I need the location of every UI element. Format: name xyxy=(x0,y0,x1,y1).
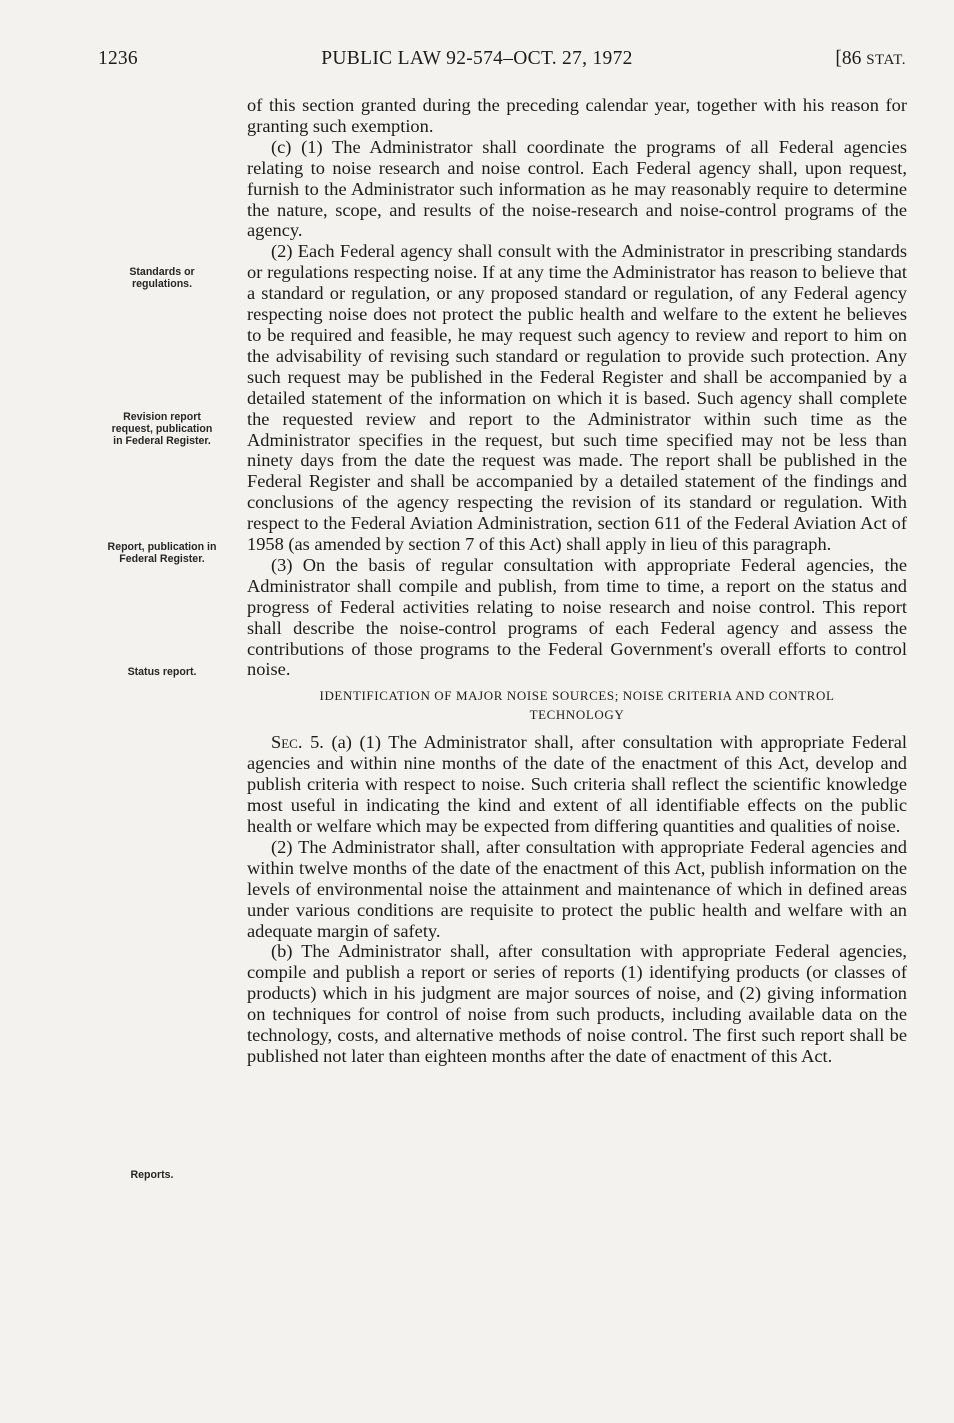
paragraph-c2: (2) Each Federal agency shall consult with the Administrator in prescribing standards or regulations respecting noise. If at any time the Administrator has reason to believe that a standard or regulation, or any proposed standard or regulation, of any Federal agency respecting noise does not protect the public health and welfare to the extent he believes to be required and feasible, he may request such agency to review and report to him on the advisability of revising such standard or regulation to provide such protection. Any such request may be published in the Federal Register and shall be accompanied by a detailed statement of the information on which it is based. Such agency shall complete the requested review and report to the Administrator within such time as the Administrator specifies in the request, but such time specified may not be less than ninety days from the date the request was made. The report shall be published in the Federal Register and shall be accompanied by a detailed statement of the findings and conclusions of the agency respecting the revision of its standard or regulation. With respect to the Federal Aviation Administration, section 611 of the Federal Aviation Act of 1958 (as amended by section 7 of this Act) shall apply in lieu of this paragraph. xyxy=(247,241,907,555)
section-heading-line-2: TECHNOLOGY xyxy=(529,707,625,723)
margin-note-status-report: Status report. xyxy=(127,666,197,678)
margin-note-report-publication: Report, publication in Federal Register. xyxy=(107,541,217,565)
paragraph-sec5-a1 xyxy=(247,732,907,837)
paragraph-c1: (c) (1) The Administrator shall coordinate the programs of all Federal agencies relating to noise research and noise control. Each Federal agency shall, upon request, furnish to the Administrator such information as he may reasonably require to determine the nature, scope, and results of the noise-research and noise-control programs of the agency. xyxy=(247,136,907,241)
page-header xyxy=(0,48,954,78)
paragraph-c3: (3) On the basis of regular consultation with appropriate Federal agencies, the Administrator shall compile and publish, from time to time, a report on the status and progress of Federal activities relating to noise research and noise control. This report shall describe the noise-control programs of each Federal agency and assess the contributions of those programs to the Federal Government's overall efforts to control noise. xyxy=(247,554,907,680)
paragraph-exemption-continuation: of this section granted during the preceding calendar year, together with his reason for granting such exemption. xyxy=(247,95,907,136)
page-number: 1236 xyxy=(98,48,138,69)
section-label: Sec. 5. xyxy=(271,732,324,753)
margin-note-reports: Reports. xyxy=(130,1169,174,1181)
stat-label: STAT. xyxy=(866,52,906,68)
stat-volume: [86 xyxy=(835,48,862,69)
paragraph-sec5-b: (b) The Administrator shall, after consultation with appropriate Federal agencies, compile and publish a report or series of reports (1) identifying products (or classes of products) which in his judgment are major sources of noise, and (2) giving information on techniques for control of noise from such products, including available data on the technology, costs, and alternative methods of noise control. The first such report shall be published not later than eighteen months after the date of enactment of this Act. xyxy=(247,941,907,1066)
law-title: PUBLIC LAW 92-574–OCT. 27, 1972 xyxy=(321,48,633,69)
paragraph-sec5-a2: (2) The Administrator shall, after consultation with appropriate Federal agencies and within twelve months of the date of the enactment of this Act, publish information on the levels of environmental noise the attainment and maintenance of which in defined areas under various conditions are requisite to protect the public health and welfare with an adequate margin of safety. xyxy=(247,836,907,941)
margin-note-revision-report: Revision report request, publication in Federal Register. xyxy=(111,411,213,447)
statute-reference xyxy=(835,48,906,70)
paragraph-sec5-a1-text: (a) (1) The Administrator shall, after consultation with appropriate Federal agencies and within nine months of the date of the enactment of this Act, develop and publish criteria with respect to noise. Such criteria shall reflect the scientific knowledge most useful in indicating the kind and extent of all identifiable effects on the public health or welfare which may be expected from differing quantities and qualities of noise. xyxy=(247,732,907,836)
section-heading xyxy=(247,686,907,724)
body-text xyxy=(247,95,907,1067)
margin-note-standards: Standards or regulations. xyxy=(129,266,195,290)
section-heading-line-1: IDENTIFICATION OF MAJOR NOISE SOURCES; NOISE CRITERIA AND CONTROL xyxy=(319,688,835,704)
